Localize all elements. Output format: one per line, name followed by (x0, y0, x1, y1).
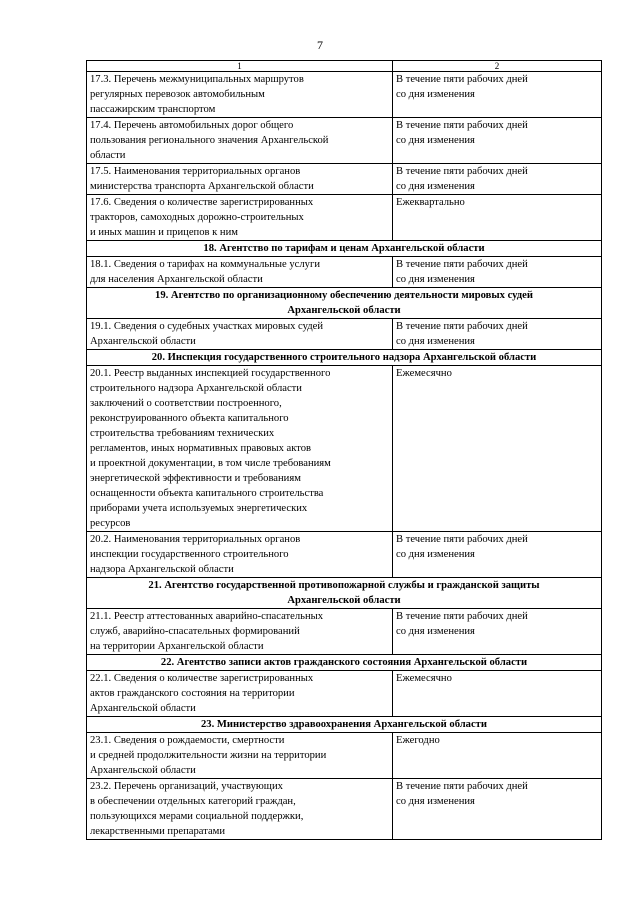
section-heading-row (87, 241, 602, 257)
table-row (87, 118, 602, 164)
column-number-2: 2 (393, 61, 602, 72)
item-description: 17.6. Сведения о количестве зарегистрированных тракторов, самоходных дорожно-строительных и иных машин и прицепов к ним (87, 195, 393, 241)
section-heading-row (87, 578, 602, 609)
item-update-period: Ежеквартально (393, 195, 602, 241)
table-row (87, 532, 602, 578)
table-row (87, 609, 602, 655)
page-number: 7 (317, 38, 323, 52)
table-row (87, 164, 602, 195)
item-update-period: В течение пяти рабочих дней со дня изменения (393, 779, 602, 840)
section-heading-row (87, 288, 602, 319)
item-update-period: В течение пяти рабочих дней со дня изменения (393, 532, 602, 578)
item-description: 17.3. Перечень межмуниципальных маршрутов регулярных перевозок автомобильным пассажирским транспортом (87, 72, 393, 118)
column-number-1: 1 (87, 61, 393, 72)
item-update-period: В течение пяти рабочих дней со дня изменения (393, 118, 602, 164)
section-title: 21. Агентство государственной противопожарной службы и гражданской защиты Архангельской области (87, 578, 602, 609)
item-update-period: В течение пяти рабочих дней со дня изменения (393, 164, 602, 195)
item-description: 20.2. Наименования территориальных органов инспекции государственного строительного надзора Архангельской области (87, 532, 393, 578)
item-description: 17.4. Перечень автомобильных дорог общего пользования регионального значения Архангельской области (87, 118, 393, 164)
item-description: 17.5. Наименования территориальных органов министерства транспорта Архангельской области (87, 164, 393, 195)
table-row (87, 671, 602, 717)
section-title: 22. Агентство записи актов гражданского состояния Архангельской области (87, 655, 602, 671)
section-title: 23. Министерство здравоохранения Архангельской области (87, 717, 602, 733)
item-update-period: В течение пяти рабочих дней со дня изменения (393, 609, 602, 655)
table-row (87, 733, 602, 779)
item-description: 21.1. Реестр аттестованных аварийно-спасательных служб, аварийно-спасательных формирований на территории Архангельской области (87, 609, 393, 655)
section-heading-row (87, 655, 602, 671)
table-row (87, 195, 602, 241)
item-description: 23.1. Сведения о рождаемости, смертности и средней продолжительности жизни на территории Архангельской области (87, 733, 393, 779)
item-description: 18.1. Сведения о тарифах на коммунальные услуги для населения Архангельской области (87, 257, 393, 288)
item-description: 22.1. Сведения о количестве зарегистрированных актов гражданского состояния на территории Архангельской области (87, 671, 393, 717)
table-row (87, 779, 602, 840)
item-description: 23.2. Перечень организаций, участвующих в обеспечении отдельных категорий граждан, пользующихся мерами социальной поддержки, лекарственными препаратами (87, 779, 393, 840)
table-row (87, 366, 602, 532)
item-update-period: В течение пяти рабочих дней со дня изменения (393, 319, 602, 350)
section-title: 18. Агентство по тарифам и ценам Архангельской области (87, 241, 602, 257)
table-row (87, 72, 602, 118)
section-heading-row (87, 717, 602, 733)
section-heading-row (87, 350, 602, 366)
item-update-period: В течение пяти рабочих дней со дня изменения (393, 257, 602, 288)
column-number-row (87, 61, 602, 72)
item-update-period: Ежемесячно (393, 671, 602, 717)
document-table (86, 60, 602, 840)
table-row (87, 319, 602, 350)
item-description: 20.1. Реестр выданных инспекцией государственного строительного надзора Архангельской области заключений о соответствии построенного, реконструированного объекта капитального строительства требованиям технических регламентов, иных нормативных правовых актов и проектной документации, в том числе требованиям энергетической эффективности и требованиям оснащенности объекта капитального строительства приборами учета используемых энергетических ресурсов (87, 366, 393, 532)
item-update-period: В течение пяти рабочих дней со дня изменения (393, 72, 602, 118)
item-update-period: Ежемесячно (393, 366, 602, 532)
section-title: 20. Инспекция государственного строительного надзора Архангельской области (87, 350, 602, 366)
item-description: 19.1. Сведения о судебных участках мировых судей Архангельской области (87, 319, 393, 350)
table-row (87, 257, 602, 288)
item-update-period: Ежегодно (393, 733, 602, 779)
section-title: 19. Агентство по организационному обеспечению деятельности мировых судей Архангельской области (87, 288, 602, 319)
